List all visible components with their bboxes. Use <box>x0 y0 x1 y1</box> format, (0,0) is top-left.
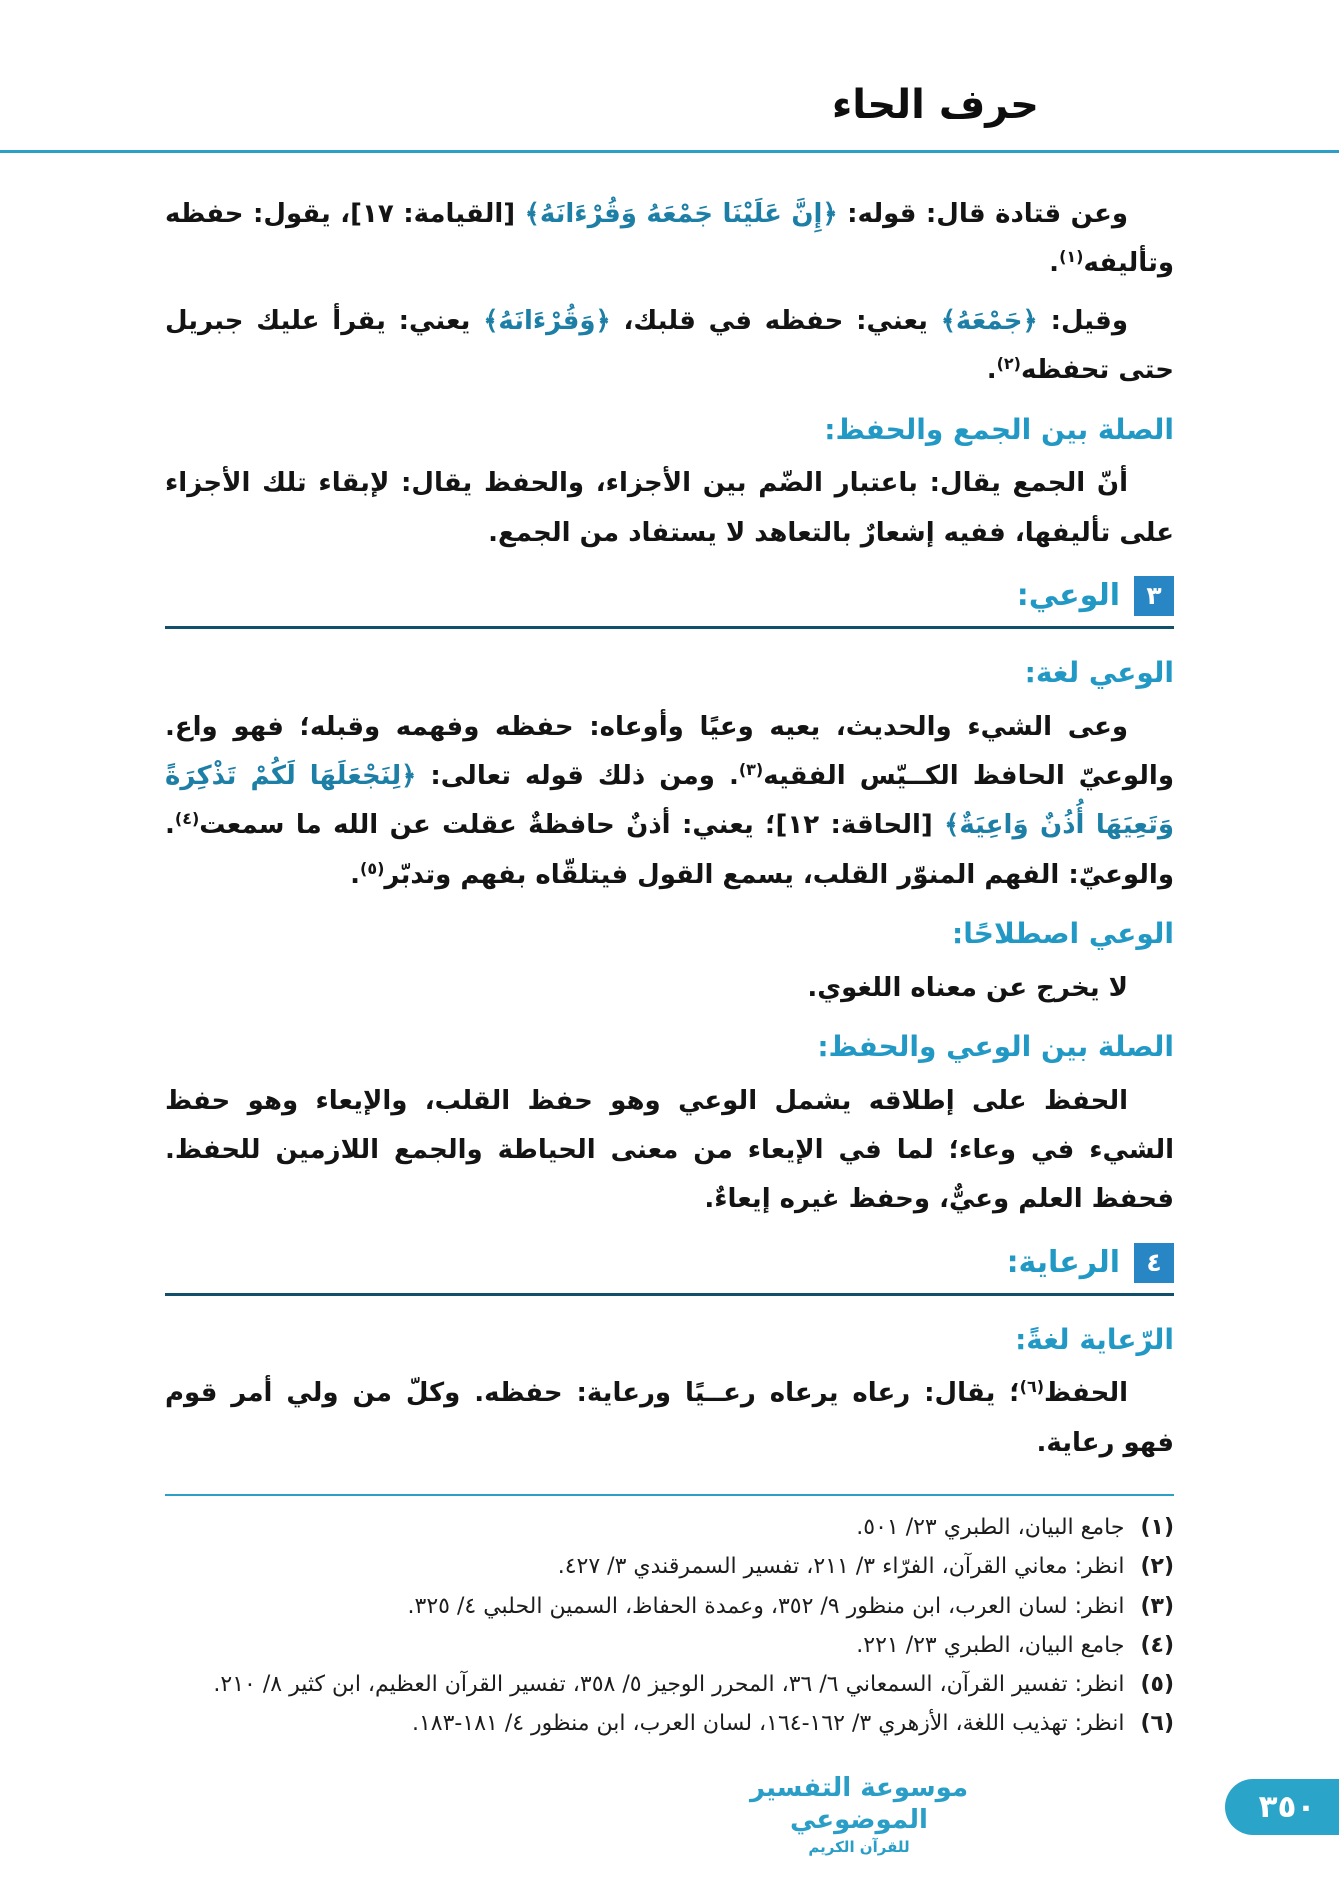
section-title: الوعي: <box>1016 578 1120 614</box>
text-run: . <box>350 859 360 890</box>
quran-quote: ﴿لِنَجْعَلَهَا لَكُمْ تَذْكِرَةً وَتَعِيَهَا أُذُنٌ وَاعِيَةٌ﴾ <box>165 760 1174 841</box>
subheading-sila-waay-hifz: الصلة بين الوعي والحفظ: <box>817 1030 1174 1064</box>
page-footer <box>0 1769 1339 1879</box>
emblem-title: موسوعة التفسير الموضوعي <box>749 1773 969 1835</box>
text-run: الحفظ <box>1044 1378 1128 1409</box>
text-run: يعني: يقرأ عليك جبريل حتى تحفظه <box>165 305 1174 386</box>
footnotes-divider <box>165 1494 1174 1496</box>
footnote-item <box>165 1589 1174 1624</box>
footnote-text: انظر: معاني القرآن، الفرّاء ٣/ ٢١١، تفسير السمرقندي ٣/ ٤٢٧. <box>557 1554 1125 1580</box>
text-run: . <box>1049 248 1060 279</box>
footnote-number: (٤) <box>1140 1632 1174 1658</box>
quran-quote: ﴿إِنَّ عَلَيْنَا جَمْعَهُ وَقُرْءَانَهُ﴾ <box>524 199 838 229</box>
paragraph-sila-waay-hifz: الحفظ على إطلاقه يشمل الوعي وهو حفظ القلب، والإيعاء وهو حفظ الشيء في وعاء؛ لما في الإيعاء من معنى الحياطة والجمع اللازمين للحفظ. فحفظ العلم وعيٌّ، وحفظ غيره إيعاءٌ. <box>165 1085 1174 1215</box>
publisher-emblem <box>739 1773 979 1855</box>
page-content <box>165 190 1174 1741</box>
footnote-text: انظر: تهذيب اللغة، الأزهري ٣/ ١٦٢-١٦٤، لسان العرب، ابن منظور ٤/ ١٨١-١٨٣. <box>411 1711 1125 1737</box>
subheading-riaya-lugha: الرّعاية لغةً: <box>1015 1322 1174 1356</box>
subheading-waay-istilah: الوعي اصطلاحًا: <box>952 917 1174 951</box>
section-number-badge: ٣ <box>1134 576 1174 616</box>
header-divider <box>0 150 1339 153</box>
section-heading-waay <box>165 576 1174 616</box>
footnote-number: (٢) <box>1140 1554 1174 1580</box>
footnote-marker: (٥) <box>360 858 385 878</box>
paragraph-waay-lugha <box>165 703 1174 901</box>
text-run: . <box>986 355 997 386</box>
footnote-number: (٥) <box>1140 1671 1174 1697</box>
footnote-item <box>165 1510 1174 1545</box>
text-run: وقيل: <box>1037 305 1128 336</box>
text-run: وعن قتادة قال: قوله: <box>837 199 1128 229</box>
paragraph-qatada <box>165 190 1174 289</box>
footnote-marker: (٣) <box>738 759 764 779</box>
text-run: [الحاقة: ١٢]؛ يعني: أذنٌ حافظةٌ عقلت عن الله ما سمعت <box>199 810 945 841</box>
paragraph-qila <box>165 297 1174 396</box>
footnote-item <box>165 1667 1174 1702</box>
section-title: الرعاية: <box>1006 1245 1120 1281</box>
quran-quote: ﴿جَمْعَهُ﴾ <box>940 305 1038 336</box>
section-number-badge: ٤ <box>1134 1243 1174 1283</box>
page-number-badge: ٣٥٠ <box>1225 1779 1339 1835</box>
text-run: . والوعيّ: الفهم المنوّر القلب، يسمع القول فيتلقّاه بفهم وتدبّر <box>165 810 1174 890</box>
footnote-text: جامع البيان، الطبري ٢٣/ ٥٠١. <box>856 1515 1125 1541</box>
footnote-text: انظر: تفسير القرآن، السمعاني ٦/ ٣٦، المحرر الوجيز ٥/ ٣٥٨، تفسير القرآن العظيم، ابن كثير ٨/ ٢١٠. <box>213 1671 1125 1697</box>
footnote-number: (١) <box>1140 1515 1174 1541</box>
footnote-item <box>165 1628 1174 1663</box>
footnote-number: (٦) <box>1140 1711 1174 1737</box>
subheading-waay-lugha: الوعي لغة: <box>1024 655 1174 689</box>
footnote-marker: (١) <box>1059 247 1084 267</box>
footnote-text: جامع البيان، الطبري ٢٣/ ٢٢١. <box>856 1632 1125 1658</box>
paragraph-waay-istilah: لا يخرج عن معناه اللغوي. <box>807 972 1128 1003</box>
footnote-marker: (٢) <box>996 354 1021 374</box>
text-run: . ومن ذلك قوله تعالى: <box>416 760 739 791</box>
footnote-item <box>165 1549 1174 1584</box>
footnote-marker: (٦) <box>1019 1377 1045 1397</box>
footnote-marker: (٤) <box>174 809 200 829</box>
footnote-item <box>165 1706 1174 1741</box>
section-divider <box>165 626 1174 629</box>
emblem-subtitle: للقرآن الكريم <box>808 1837 910 1856</box>
quran-quote: ﴿وَقُرْءَانَهُ﴾ <box>483 305 611 336</box>
text-run: يعني: حفظه في قلبك، <box>610 305 941 336</box>
footnote-number: (٣) <box>1140 1593 1174 1619</box>
paragraph-riaya-lugha <box>165 1369 1174 1468</box>
paragraph-sila-jam-hifz: أنّ الجمع يقال: باعتبار الضّم بين الأجزاء، والحفظ يقال: لإبقاء تلك الأجزاء على تأليفها، ففيه إشعارٌ بالتعاهد لا يستفاد من الجمع. <box>165 468 1174 548</box>
text-run: ؛ يقال: رعاه يرعاه رعــيًا ورعاية: حفظه. وكلّ من ولي أمر قوم فهو رعاية. <box>165 1378 1174 1458</box>
footnote-text: انظر: لسان العرب، ابن منظور ٩/ ٣٥٢، وعمدة الحفاظ، السمين الحلبي ٤/ ٣٢٥. <box>407 1593 1125 1619</box>
subheading-sila-jam-hifz: الصلة بين الجمع والحفظ: <box>824 412 1174 446</box>
section-divider <box>165 1293 1174 1296</box>
section-heading-riaya <box>165 1243 1174 1283</box>
text-run: وعى الشيء والحديث، يعيه وعيًا وأوعاه: حفظه وفهمه وقبله؛ فهو واع. والوعيّ الحافظ الكــيّس الفقيه <box>165 711 1174 791</box>
text-run: [القيامة: ١٧]، يقول: حفظه وتأليفه <box>165 199 1174 279</box>
footnotes-list <box>165 1510 1174 1741</box>
chapter-header-title: حرف الحاء <box>831 82 1039 128</box>
